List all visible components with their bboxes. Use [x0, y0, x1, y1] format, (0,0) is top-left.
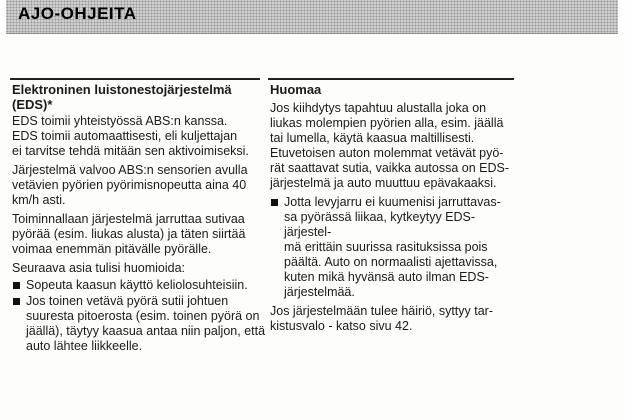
list-item-text: Jos toinen vetävä pyörä sutii johtuen suuresta pitoerosta (esim. toinen pyörä on jäällä), täytyy kaasua antaa niin paljon, että auto lähtee liikkeelle.	[26, 294, 266, 353]
right-column	[270, 82, 516, 338]
list-item-text: Jotta levyjarru ei kuumenisi jarruttavas- sa pyörässä liikaa, kytkeytyy EDS-järjestel- mä erittäin suurissa rasituksissa pois päältä. Auto on normaalisti ajettavissa, kuten mikä hyvänsä auto ilman EDS- järjestelmää.	[284, 195, 501, 299]
list-item-text: Sopeuta kaasun käyttö keliolosuhteisiin.	[26, 278, 248, 292]
eds-paragraph: Seuraava asia tulisi huomioida:	[12, 261, 186, 275]
square-bullet-icon	[271, 199, 278, 206]
note-heading: Huomaa	[270, 82, 322, 97]
square-bullet-icon	[13, 282, 20, 289]
list-item	[270, 195, 516, 300]
note-paragraph: Jos kiihdytys tapahtuu alustalla joka on liukas molempien pyörien alla, esim. jäällä tai lumella, käytä kaasua maltillisesti. Etuvetoisen auton molemmat vetävät pyö- rät saattavat sutia, vaikka autossa on EDS- järjestelmä ja auto muuttuu epävakaaksi.	[270, 101, 510, 190]
list-item	[12, 278, 268, 293]
list-item	[12, 294, 268, 354]
right-column-rule	[268, 78, 514, 80]
eds-paragraph: EDS toimii yhteistyössä ABS:n kanssa. EDS toimii automaattisesti, eli kuljettajan ei tarvitse tehdä mitään sen aktivoimiseksi.	[12, 114, 249, 158]
section-header-band	[6, 0, 618, 34]
eds-paragraph: Toiminnallaan järjestelmä jarruttaa sutivaa pyörää (esim. liukas alusta) ja täten siirtää voimaa enemmän pitävälle pyörälle.	[12, 212, 246, 256]
eds-heading: Elektroninen luistonestojärjestelmä (EDS)*	[12, 82, 232, 112]
square-bullet-icon	[13, 298, 20, 305]
eds-paragraph: Järjestelmä valvoo ABS:n sensorien avulla vetävien pyörien pyörimisnopeutta aina 40 km/h asti.	[12, 163, 248, 207]
left-column-rule	[10, 78, 260, 80]
section-title: AJO-OHJEITA	[18, 4, 137, 23]
note-paragraph: Jos järjestelmään tulee häiriö, syttyy tar- kistusvalo - katso sivu 42.	[270, 304, 494, 333]
left-column	[12, 82, 268, 355]
